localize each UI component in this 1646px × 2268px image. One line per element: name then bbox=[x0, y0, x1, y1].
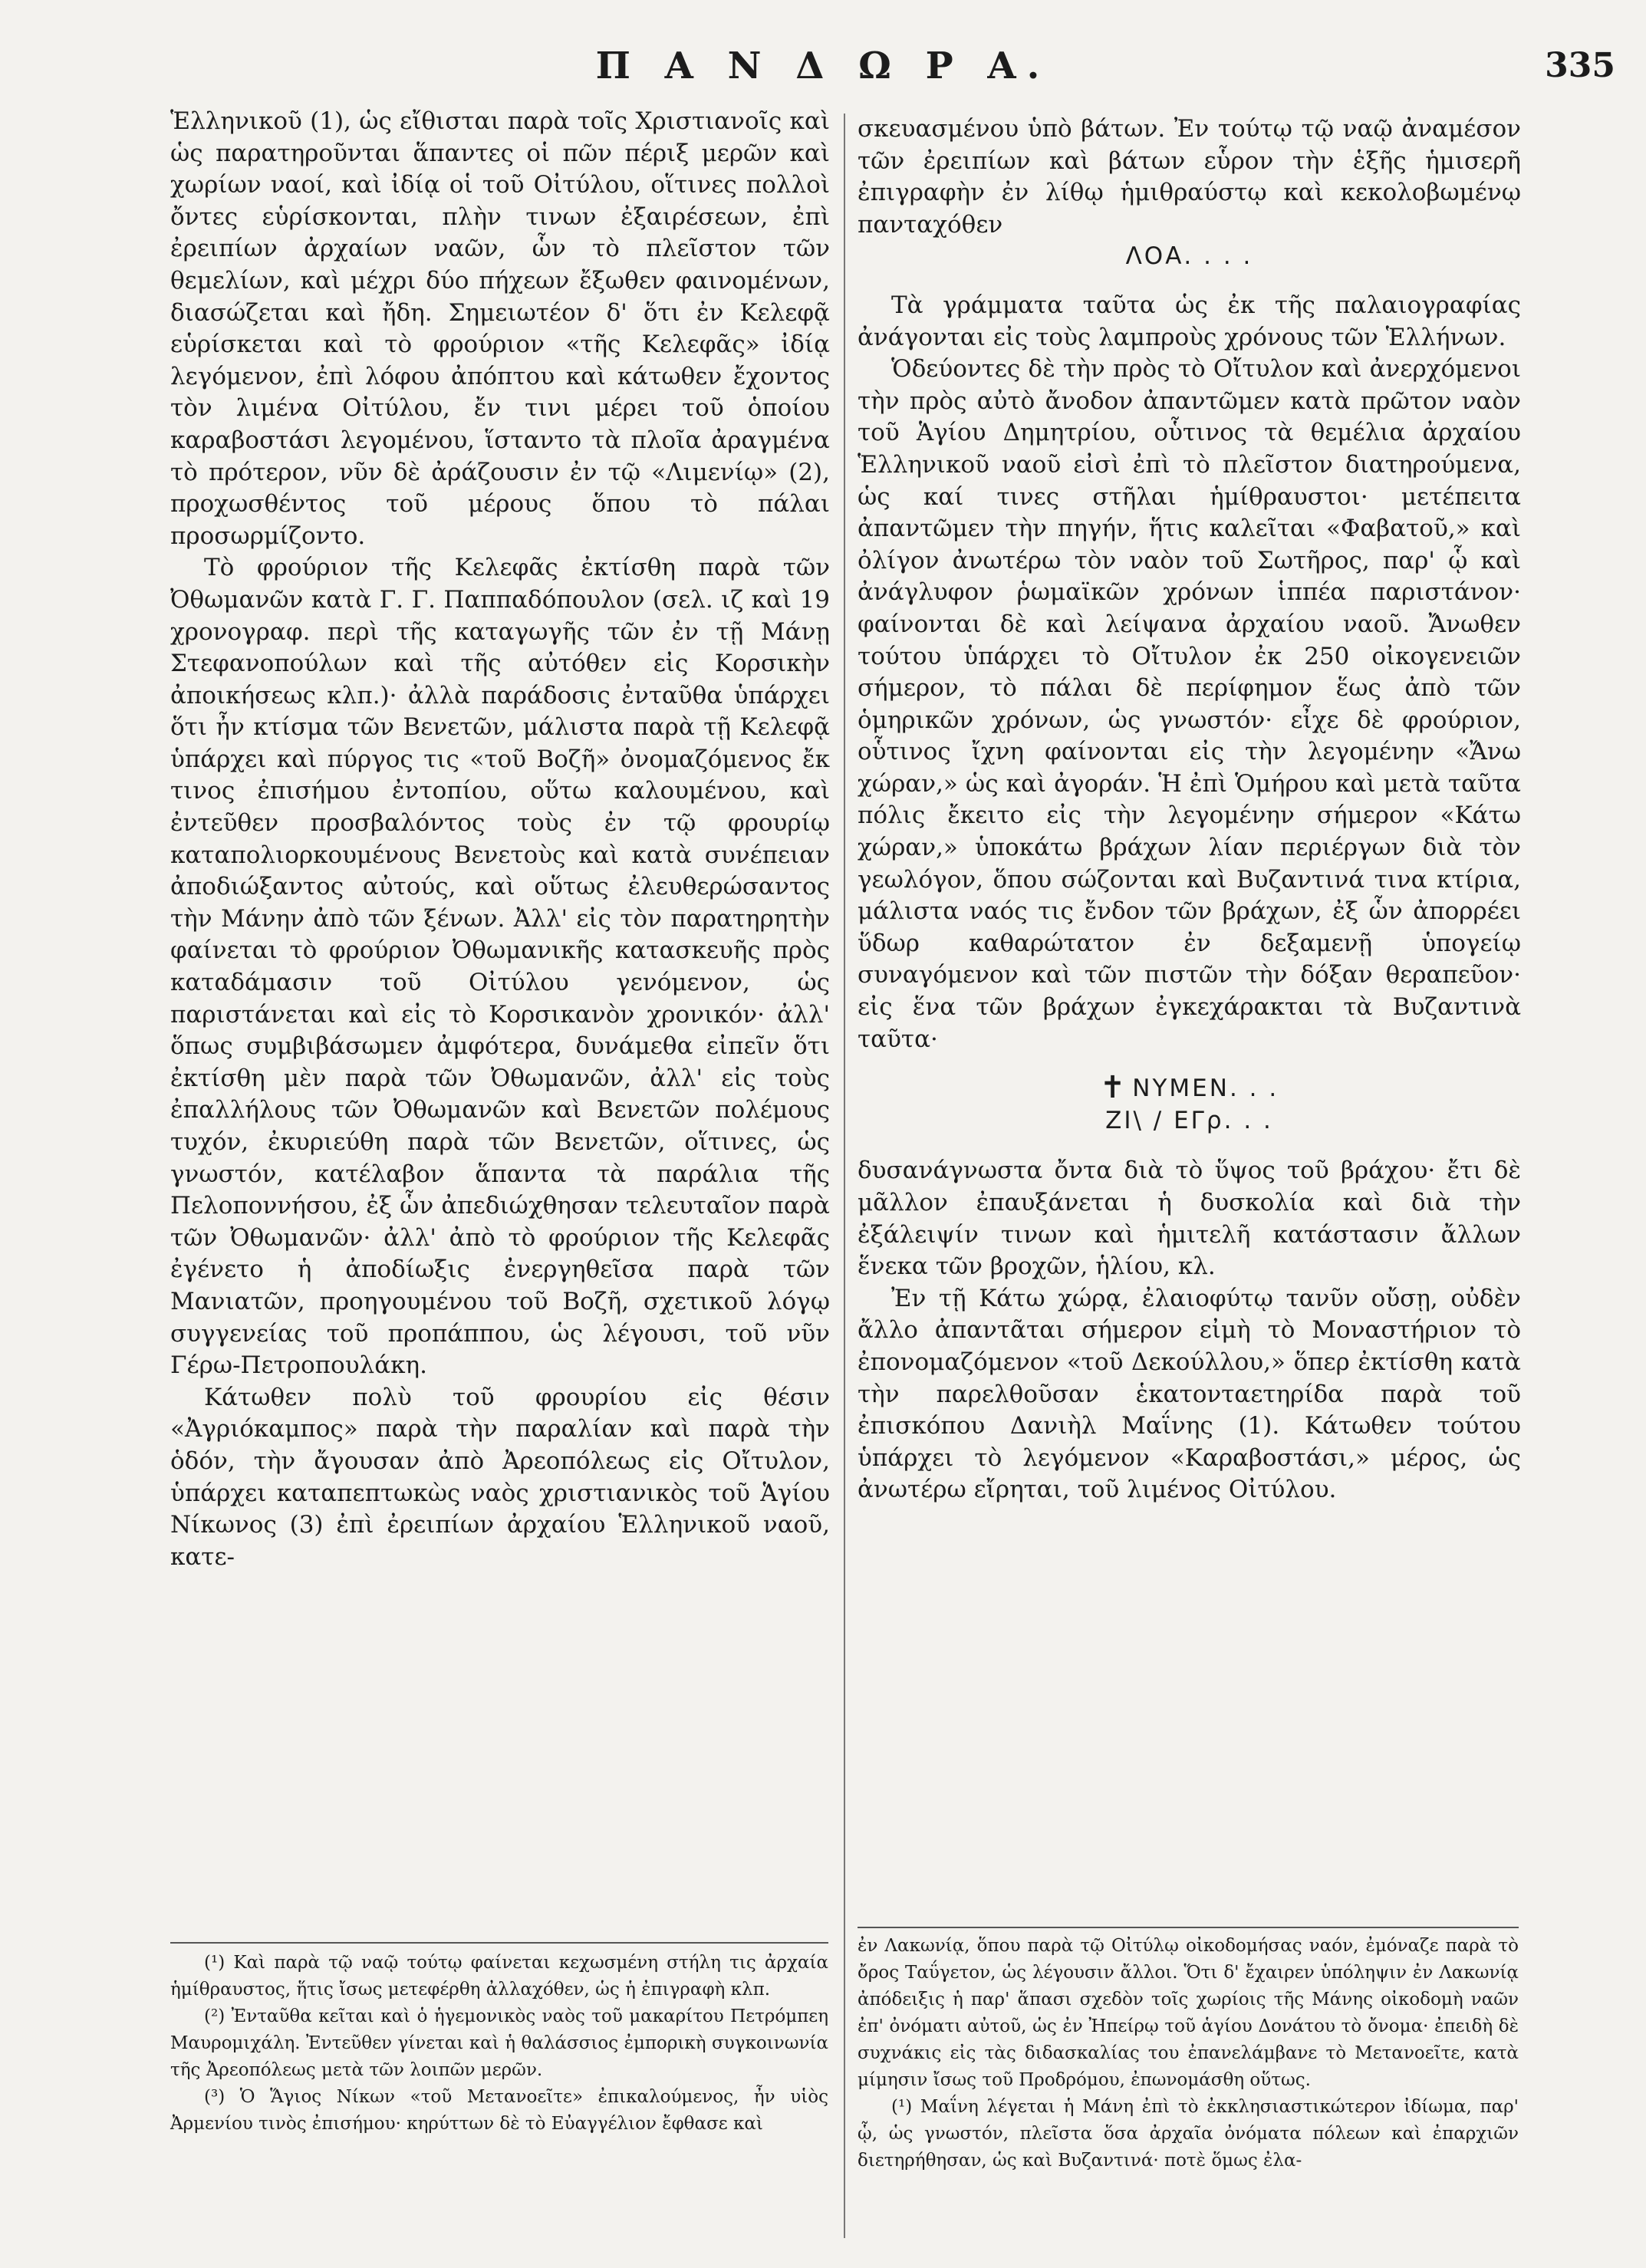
footnotes-right bbox=[858, 1933, 1519, 2174]
footnote: (²) Ἐνταῦθα κεῖται καὶ ὁ ἡγεμονικὸς ναὸς τοῦ μακαρίτου Πετρόμπεη Μαυρομιχάλη. Ἐντεῦθεν γίνεται καὶ ἡ θαλάσσιος ἐμπορικὴ συγκοινωνία τῆς Ἀρεοπόλεως μετὰ τῶν λοιπῶν μερῶν. bbox=[170, 2006, 828, 2080]
footnote-rule bbox=[858, 1927, 1519, 1928]
footnote-rule bbox=[170, 1942, 828, 1944]
right-column bbox=[858, 114, 1521, 1506]
paragraph: Τὸ φρούριον τῆς Κελεφᾶς ἐκτίσθη παρὰ τῶν Ὀθωμανῶν κατὰ Γ. Γ. Παππαδόπουλον (σελ. ιζ καὶ 19 χρονογραφ. περὶ τῆς καταγωγῆς τῶν ἐν τῇ Μάνῃ Στεφανοπούλων καὶ τῆς αὐτόθεν εἰς Κορσικὴν ἀποικήσεως κλπ.)· ἀλλὰ παράδοσις ἐνταῦθα ὑπάρχει ὅτι ἦν κτίσμα τῶν Βενετῶν, μάλιστα παρὰ τῇ Κελεφᾷ ὑπάρχει καὶ πύργος τις «τοῦ Βοζῆ» ὀνομαζόμενος ἔκ τινος ἐπισήμου ἐντοπίου, οὕτω καλουμένου, καὶ ἐντεῦθεν προσβαλόντος τοὺς ἐν τῷ φρουρίῳ καταπολιορκουμένους Βενετοὺς καὶ κατὰ συνέπειαν ἀποδιώξαντος αὐτούς, καὶ οὕτως ἐλευθερώσαντος τὴν Μάνην ἀπὸ τῶν ξένων. Ἀλλ' εἰς τὸν παρατηρητὴν φαίνεται τὸ φρούριον Ὀθωμανικῆς κατασκευῆς πρὸς καταδάμασιν τοῦ Οἰτύλου γενόμενον, ὡς παριστάνεται καὶ εἰς τὸ Κορσικανὸν χρονικόν· ἀλλ' ὅπως συμβιβάσωμεν ἀμφότερα, δυνάμεθα εἰπεῖν ὅτι ἐκτίσθη μὲν παρὰ τῶν Ὀθωμανῶν, ἀλλ' εἰς τοὺς ἐπαλλήλους τῶν Ὀθωμανῶν καὶ Βενετῶν πολέμους τυχόν, ἐκυριεύθη παρὰ τῶν Βενετῶν, οἵτινες, ὡς γνωστόν, κατέλαβον ἅπαντα τὰ παράλια τῆς Πελοποννήσου, ἐξ ὧν ἀπεδιώχθησαν τελευταῖον παρὰ τῶν Ὀθωμανῶν· ἀλλ' ἀπὸ τὸ φρούριον τῆς Κελεφᾶς ἐγένετο ἡ ἀποδίωξις ἐνεργηθεῖσα παρὰ τῶν Μανιατῶν, προηγουμένου τοῦ Βοζῆ, σχετικοῦ λόγῳ συγγενείας τοῦ προπάππου, ὡς λέγουσι, τοῦ νῦν Γέρω-Πετροπουλάκη. bbox=[170, 554, 830, 1380]
paragraph: Ὁδεύοντες δὲ τὴν πρὸς τὸ Οἴτυλον καὶ ἀνερχόμενοι τὴν πρὸς αὐτὸ ἄνοδον ἀπαντῶμεν κατὰ πρῶτον ναὸν τοῦ Ἁγίου Δημητρίου, οὗτινος τὰ θεμέλια ἀρχαίου Ἑλληνικοῦ ναοῦ εἰσὶ ἐπὶ τὸ πλεῖστον διατηρούμενα, ὡς καί τινες στῆλαι ἡμίθραυστοι· μετέπειτα ἀπαντῶμεν τὴν πηγήν, ἥτις καλεῖται «Φαβατοῦ,» καὶ ὀλίγον ἀνωτέρω τὸν ναὸν τοῦ Σωτῆρος, παρ' ᾧ καὶ ἀνάγλυφον ῥωμαϊκῶν χρόνων ἱππέα παριστάνον· φαίνονται δὲ καὶ λείψανα ἀρχαίου ναοῦ. Ἄνωθεν τούτου ὑπάρχει τὸ Οἴτυλον ἐκ 250 οἰκογενειῶν σήμερον, τὸ πάλαι δὲ περίφημον ἕως ἀπὸ τῶν ὁμηρικῶν χρόνων, ὡς γνωστόν· εἶχε δὲ φρούριον, οὗτινος ἴχνη φαίνονται εἰς τὴν λεγομένην «Ἄνω χώραν,» ὡς καὶ ἀγοράν. Ἡ ἐπὶ Ὁμήρου καὶ μετὰ ταῦτα πόλις ἔκειτο εἰς τὴν λεγομένην σήμερον «Κάτω χώραν,» ὑποκάτω βράχων λίαν περιέργων διὰ τὸν γεωλόγον, ὅπου σώζονται καὶ Βυζαντινά τινα κτίρια, μάλιστα ναός τις ἔνδον τῶν βράχων, ἐξ ὧν ἀπορρέει ὕδωρ καθαρώτατον ἐν δεξαμενῇ ὑπογείῳ συναγόμενον καὶ τῶν πιστῶν τὴν δόξαν θεραπεῦον· εἰς ἕνα τῶν βράχων ἐγκεχάρακται τὰ Βυζαντινὰ ταῦτα· bbox=[858, 355, 1521, 1053]
inscription-text: ΛΟΑ. . . . bbox=[1125, 242, 1253, 271]
inscription-line bbox=[858, 1072, 1521, 1105]
footnotes-left bbox=[170, 1950, 828, 2138]
page-header bbox=[0, 44, 1646, 98]
inscription-line: ΖΙ\ / ΕΓρ. . . bbox=[1105, 1106, 1273, 1134]
footnote: (¹) Καὶ παρὰ τῷ ναῷ τούτῳ φαίνεται κεχωσμένη στήλη τις ἀρχαία ἡμίθραυστος, ἥτις ἴσως μετεφέρθη ἀλλαχόθεν, ὡς ἡ ἐπιγραφὴ κλπ. bbox=[170, 1953, 828, 2000]
footnote: (³) Ὁ Ἅγιος Νίκων «τοῦ Μετανοεῖτε» ἐπικαλούμενος, ἦν υἱὸς Ἀρμενίου τινὸς ἐπισήμου· κηρύττων δὲ τὸ Εὐαγγέλιον ἔφθασε καὶ bbox=[170, 2087, 828, 2134]
paragraph: σκευασμένου ὑπὸ βάτων. Ἐν τούτῳ τῷ ναῷ ἀναμέσον τῶν ἐρειπίων καὶ βάτων εὗρον τὴν ἑξῆς ἡμισερῆ ἐπιγραφὴν ἐν λίθῳ ἡμιθραύστῳ καὶ κεκολοβωμένῳ πανταχόθεν bbox=[858, 115, 1521, 239]
running-title: Π Α Ν Δ Ω Ρ Α. bbox=[595, 44, 1051, 87]
paragraph: Κάτωθεν πολὺ τοῦ φρουρίου εἰς θέσιν «Ἀγριόκαμπος» παρὰ τὴν παραλίαν καὶ παρὰ τὴν ὁδόν, τὴν ἄγουσαν ἀπὸ Ἀρεοπόλεως εἰς Οἴτυλον, ὑπάρχει καταπεπτωκὼς ναὸς χριστιανικὸς τοῦ Ἁγίου Νίκωνος (3) ἐπὶ ἐρειπίων ἀρχαίου Ἑλληνικοῦ ναοῦ, κατε- bbox=[170, 1383, 830, 1571]
page-number: 335 bbox=[1545, 46, 1615, 85]
cross-icon: ✝ bbox=[1099, 1070, 1128, 1106]
paragraph: Ἑλληνικοῦ (1), ὡς εἴθισται παρὰ τοῖς Χριστιανοῖς καὶ ὡς παρατηροῦνται ἅπαντες οἱ πῶν πέριξ μερῶν καὶ χωρίων ναοί, καὶ ἰδίᾳ οἱ τοῦ Οἰτύλου, οἵτινες πολλοὶ ὄντες εὑρίσκονται, πλὴν τινων ἐξαιρέσεων, ἐπὶ ἐρειπίων ἀρχαίων ναῶν, ὧν τὸ πλεῖστον τῶν θεμελίων, καὶ μέχρι δύο πήχεων ἔξωθεν φαινομένων, διασώζεται καὶ ἤδη. Σημειωτέον δ' ὅτι ἐν Κελεφᾷ εὑρίσκεται καὶ τὸ φρούριον «τῆς Κελεφᾶς» ἰδίᾳ λεγόμενον, ἐπὶ λόφου ἀπόπτου καὶ κάτωθεν ἔχοντος τὸν λιμένα Οἰτύλου, ἔν τινι μέρει τοῦ ὁποίου καραβοστάσι λεγομένου, ἵσταντο τὰ πλοῖα ἀραγμένα τὸ πρότερον, νῦν δὲ ἀράζουσιν ἐν τῷ «Λιμενίῳ» (2), προχωσθέντος τοῦ μέρους ὅπου τὸ πάλαι προσωρμίζοντο. bbox=[170, 107, 830, 550]
column-divider bbox=[844, 114, 845, 2238]
footnote: (¹) Μαΐνη λέγεται ἡ Μάνη ἐπὶ τὸ ἐκκλησιαστικώτερον ἰδίωμα, παρ' ᾧ, ὡς γνωστόν, πλεῖστα ὅσα ἀρχαῖα ὀνόματα πόλεων καὶ ἐπαρχιῶν διετηρήθησαν, ὡς καὶ Βυζαντινά· ποτὲ ὅμως ἐλα- bbox=[858, 2097, 1519, 2171]
left-column bbox=[170, 106, 830, 1573]
byzantine-inscription bbox=[858, 1072, 1521, 1137]
paragraph: Τὰ γράμματα ταῦτα ὡς ἐκ τῆς παλαιογραφίας ἀνάγονται εἰς τοὺς λαμπροὺς χρόνους τῶν Ἑλλήνων. bbox=[858, 291, 1521, 351]
inscription-text: ΝΥΜΕΝ. . . bbox=[1132, 1075, 1279, 1103]
footnote: ἐν Λακωνίᾳ, ὅπου παρὰ τῷ Οἰτύλῳ οἰκοδομήσας ναόν, ἐμόναζε παρὰ τὸ ὄρος Ταΰγετον, ὡς λέγουσιν ἄλλοι. Ὅτι δ' ἔχαιρεν ὑπόληψιν ἐν Λακωνίᾳ ἀπόδειξις ἡ παρ' ἅπασι σχεδὸν τοῖς χωρίοις τῆς Μάνης οἰκοδομὴ ναῶν ἐπ' ὀνόματι αὐτοῦ, ὡς ἐν Ἠπείρῳ τοῦ ἁγίου Δονάτου τὸ ὄνομα· ἐπειδὴ δὲ συχνάκις εἰς τὰς διδασκαλίας του ἐπανελάμβανε τὸ Μετανοεῖτε, κατὰ μίμησιν ἴσως τοῦ Προδρόμου, ἐπωνομάσθη οὕτως. bbox=[858, 1936, 1519, 2090]
paragraph: Ἐν τῇ Κάτω χώρᾳ, ἐλαιοφύτῳ τανῦν οὔσῃ, οὐδὲν ἄλλο ἀπαντᾶται σήμερον εἰμὴ τὸ Μοναστήριον τὸ ἐπονομαζόμενον «τοῦ Δεκούλλου,» ὅπερ ἐκτίσθη κατὰ τὴν παρελθοῦσαν ἑκατονταετηρίδα παρὰ τοῦ ἐπισκόπου Δανιὴλ Μαΐνης (1). Κάτωθεν τούτου ὑπάρχει τὸ λεγόμενον «Καραβοστάσι,» μέρος, ὡς ἀνωτέρω εἴρηται, τοῦ λιμένος Οἰτύλου. bbox=[858, 1284, 1521, 1504]
paragraph: δυσανάγνωστα ὄντα διὰ τὸ ὕψος τοῦ βράχου· ἔτι δὲ μᾶλλον ἐπαυξάνεται ἡ δυσκολία καὶ διὰ τὴν ἐξάλειψίν τινων καὶ ἡμιτελῆ κατάστασιν ἄλλων ἕνεκα τῶν βροχῶν, ἡλίου, κλ. bbox=[858, 1157, 1521, 1281]
